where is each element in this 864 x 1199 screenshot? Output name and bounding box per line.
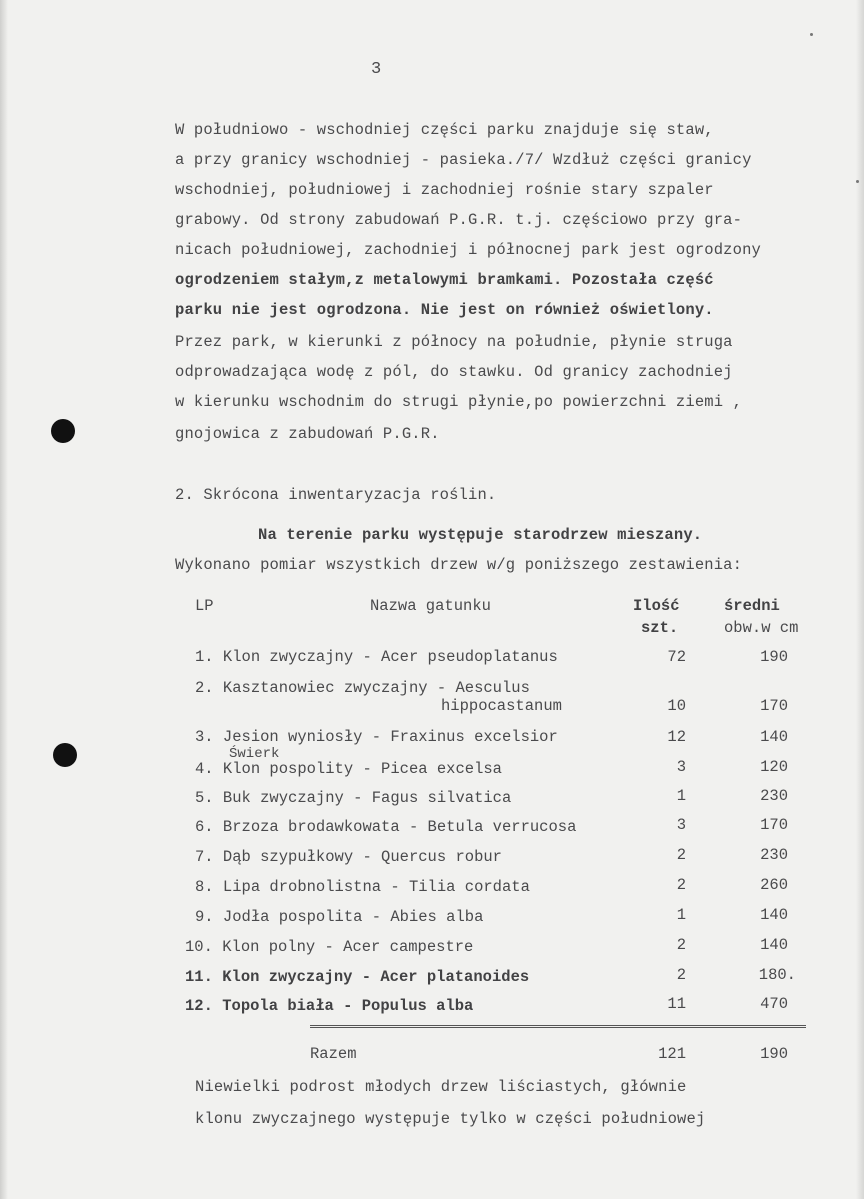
paper-speck [856,180,859,183]
paragraph-line: w kierunku wschodnim do strugi płynie,po powierzchni ziemi , [175,393,743,411]
row-avg: 120 [760,758,788,776]
row-species: Klon pospolity - Picea excelsa [222,760,502,778]
intro-line: Wykonano pomiar wszystkich drzew w/g poniższego zestawienia: [175,556,743,574]
row-species: Jesion wyniosły - Fraxinus excelsior [222,728,558,746]
row-species: Topola biała - Populus alba [222,997,474,1015]
table-row-3 [195,728,558,746]
intro-line: Na terenie parku występuje starodrzew mieszany. [258,526,703,544]
paragraph-line: parku nie jest ogrodzona. Nie jest on również oświetlony. [175,301,714,319]
row-lp: 9. [195,908,214,926]
row-avg: 230 [760,787,788,805]
row-avg: 140 [760,728,788,746]
row-lp: 1. [195,648,214,666]
row-species: Klon zwyczajny - Acer pseudoplatanus [222,648,558,666]
table-header-count: Ilość [633,597,680,615]
table-row-4 [195,760,502,778]
paragraph-line: ogrodzeniem stałym,z metalowymi bramkami. Pozostała część [175,271,714,289]
row-count: 2 [676,876,686,894]
row-lp: 2. [195,679,214,697]
row-avg: 140 [760,906,788,924]
row-species: Dąb szypułkowy - Quercus robur [222,848,502,866]
row-species: Buk zwyczajny - Fagus silvatica [222,789,512,807]
row-species: Kasztanowiec zwyczajny - Aesculus [222,679,530,697]
row-lp: 3. [195,728,214,746]
table-row-11 [185,968,529,986]
row-species: Klon zwyczajny - Acer platanoides [222,968,530,986]
row-lp: 10. [185,938,213,956]
table-header-avg-unit: obw.w cm [724,619,799,637]
page-number: 3 [371,60,382,79]
row-count: 12 [667,728,686,746]
table-header-count-unit: szt. [641,619,679,637]
row-species: Lipa drobnolistna - Tilia cordata [222,878,530,896]
paragraph-line: wschodniej, południowej i zachodniej rośnie stary szpaler [175,181,714,199]
row-avg: 470 [760,995,788,1013]
row-count: 11 [667,995,686,1013]
closing-line: Niewielki podrost młodych drzew liściastych, głównie [195,1078,687,1096]
total-avg: 190 [760,1045,788,1063]
table-row-12 [185,997,473,1015]
row-count: 10 [667,697,686,715]
row-avg: 190 [760,648,788,666]
row-lp: 4. [195,760,214,778]
closing-line: klonu zwyczajnego występuje tylko w części południowej [195,1110,706,1128]
row-avg: 140 [760,936,788,954]
row-avg: 170 [760,697,788,715]
table-row-10 [185,938,473,956]
table-row-6 [195,818,576,836]
row-species: Brzoza brodawkowata - Betula verrucosa [222,818,577,836]
row-lp: 8. [195,878,214,896]
row-lp: 11. [185,968,213,986]
handwritten-correction: Świerk [229,746,280,762]
row-count: 3 [676,816,686,834]
paragraph-line: Przez park, w kierunki z północy na południe, płynie struga [175,333,733,351]
paragraph-line: nicach południowej, zachodniej i północnej park jest ogrodzony [175,241,761,259]
page-edge-left [0,0,8,1199]
row-lp: 6. [195,818,214,836]
row-count: 72 [667,648,686,666]
table-row-1 [195,648,558,666]
total-rule [310,1025,806,1028]
row-species: Klon polny - Acer campestre [222,938,474,956]
row-count: 2 [676,966,686,984]
table-row-7 [195,848,502,866]
paragraph-line: a przy granicy wschodniej - pasieka./7/ Wzdłuż części granicy [175,151,752,169]
row-lp: 5. [195,789,214,807]
row-count: 1 [676,906,686,924]
row-lp: 7. [195,848,214,866]
row-avg: 260 [760,876,788,894]
row-species: Jodła pospolita - Abies alba [222,908,484,926]
row-count: 2 [676,936,686,954]
row-species-cont: hippocastanum [441,697,562,715]
row-avg: 180. [758,966,796,984]
row-count: 1 [676,787,686,805]
row-count: 3 [676,758,686,776]
table-header-lp: LP [195,597,214,615]
section-heading: 2. Skrócona inwentaryzacja roślin. [175,486,497,504]
paragraph-line: gnojowica z zabudowań P.G.R. [175,425,440,443]
punch-hole-top [51,419,75,443]
paragraph-line: W południowo - wschodniej części parku znajduje się staw, [175,121,714,139]
paragraph-line: grabowy. Od strony zabudowań P.G.R. t.j. częściowo przy gra- [175,211,743,229]
paper-speck [810,33,813,36]
row-avg: 230 [760,846,788,864]
total-label: Razem [310,1045,357,1063]
table-row-2 [195,679,530,697]
row-avg: 170 [760,816,788,834]
table-header-name: Nazwa gatunku [370,597,491,615]
table-row-9 [195,908,483,926]
punch-hole-bottom [53,743,77,767]
table-row-8 [195,878,530,896]
paragraph-line: odprowadzająca wodę z pól, do stawku. Od granicy zachodniej [175,363,733,381]
table-row-5 [195,789,511,807]
row-count: 2 [676,846,686,864]
total-count: 121 [658,1045,686,1063]
table-header-avg: średni [724,597,780,615]
row-lp: 12. [185,997,213,1015]
